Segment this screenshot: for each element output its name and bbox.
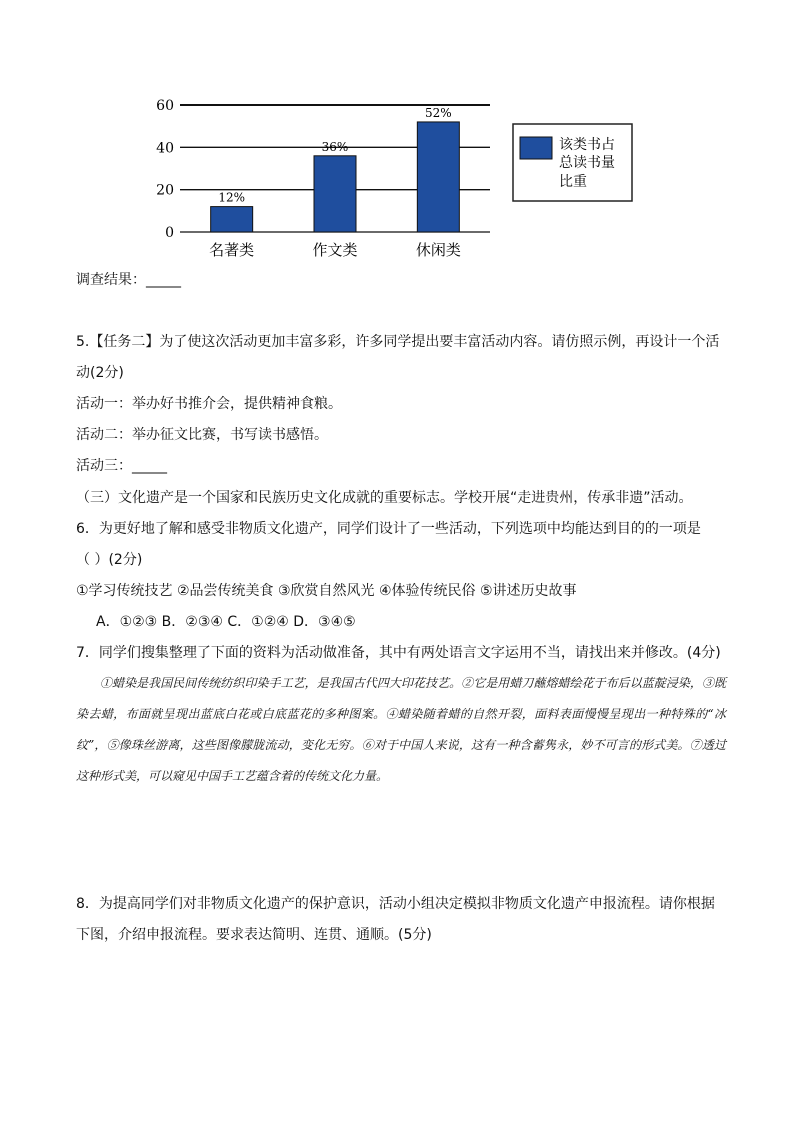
- q7-question: 7．同学们搜集整理了下面的资料为活动做准备，其中有两处语言文字运用不当，请找出来并修改。(4分): [76, 645, 721, 661]
- bar: [211, 207, 253, 232]
- legend-swatch: [520, 137, 552, 159]
- q6-items: ①学习传统技艺 ②品尝传统美食 ③欣赏自然风光 ④体验传统民俗 ⑤讲述历史故事: [76, 583, 577, 599]
- bar: [417, 122, 459, 232]
- x-tick-label: 作文类: [312, 241, 358, 259]
- activity-3: 活动三：_____: [76, 458, 167, 474]
- activity-1: 活动一：举办好书推介会，提供精神食粮。: [76, 396, 342, 412]
- q6-text-line-1: 6．为更好地了解和感受非物质文化遗产，同学们设计了一些活动，下列选项中均能达到目的的一项是: [76, 521, 701, 537]
- q5-text-line-2: 动(2分): [76, 365, 124, 381]
- legend-label-line-1: 该类书占: [559, 137, 615, 153]
- y-tick-label: 60: [156, 98, 174, 114]
- q8-text-line-2: 下图，介绍申报流程。要求表达简明、连贯、通顺。(5分): [76, 927, 432, 943]
- y-tick-label: 20: [156, 182, 174, 199]
- q6-options: A．①②③ B．②③④ C．①②④ D．③④⑤: [96, 614, 356, 630]
- data-label: 12%: [218, 190, 246, 205]
- x-tick-label: 休闲类: [415, 241, 461, 259]
- q5-text-line-1: 5.【任务二】为了使这次活动更加丰富多彩，许多同学提出要丰富活动内容。请仿照示例，再设计一个活: [76, 334, 720, 350]
- y-tick-label: 40: [156, 140, 174, 157]
- data-label: 52%: [424, 105, 452, 120]
- bar: [314, 156, 356, 232]
- survey-result: 调查结果：_____: [76, 272, 181, 288]
- legend-label-line-2: 总读书量: [559, 155, 615, 171]
- data-label: 36%: [321, 139, 349, 154]
- section-3-intro: （三）文化遗产是一个国家和民族历史文化成就的重要标志。学校开展“走进贵州，传承非遗”活动。: [76, 490, 693, 506]
- q8-text-line-1: 8．为提高同学们对非物质文化遗产的保护意识，活动小组决定模拟非物质文化遗产申报流程。请你根据: [76, 896, 715, 912]
- chart-legend: [513, 124, 632, 201]
- bar-chart: [140, 92, 660, 264]
- legend-label-line-3: 比重: [559, 174, 587, 190]
- x-tick-label: 名著类: [209, 241, 255, 259]
- y-tick-label: 0: [165, 225, 174, 241]
- q7-passage: ①蜡染是我国民间传统纺织印染手工艺，是我国古代四大印花技艺。②它是用蜡刀蘸熔蜡绘花于布后以蓝靛浸染，③既染去蜡，布面就呈现出蓝底白花或白底蓝花的多种图案。④蜡染随着蜡的自然开裂，面料表面慢慢呈现出一种特殊的“冰纹”，⑤像珠丝游离，这些图像朦胧流动，变化无穷。⑥对于中国人来说，这有一种含蓄隽永，妙不可言的形式美。⑦透过这种形式美，可以窥见中国手工艺蕴含着的传统文化力量。: [76, 676, 726, 783]
- activity-2: 活动二：举办征文比赛，书写读书感悟。: [76, 427, 328, 443]
- q6-text-line-2: （ ）(2分): [76, 552, 143, 568]
